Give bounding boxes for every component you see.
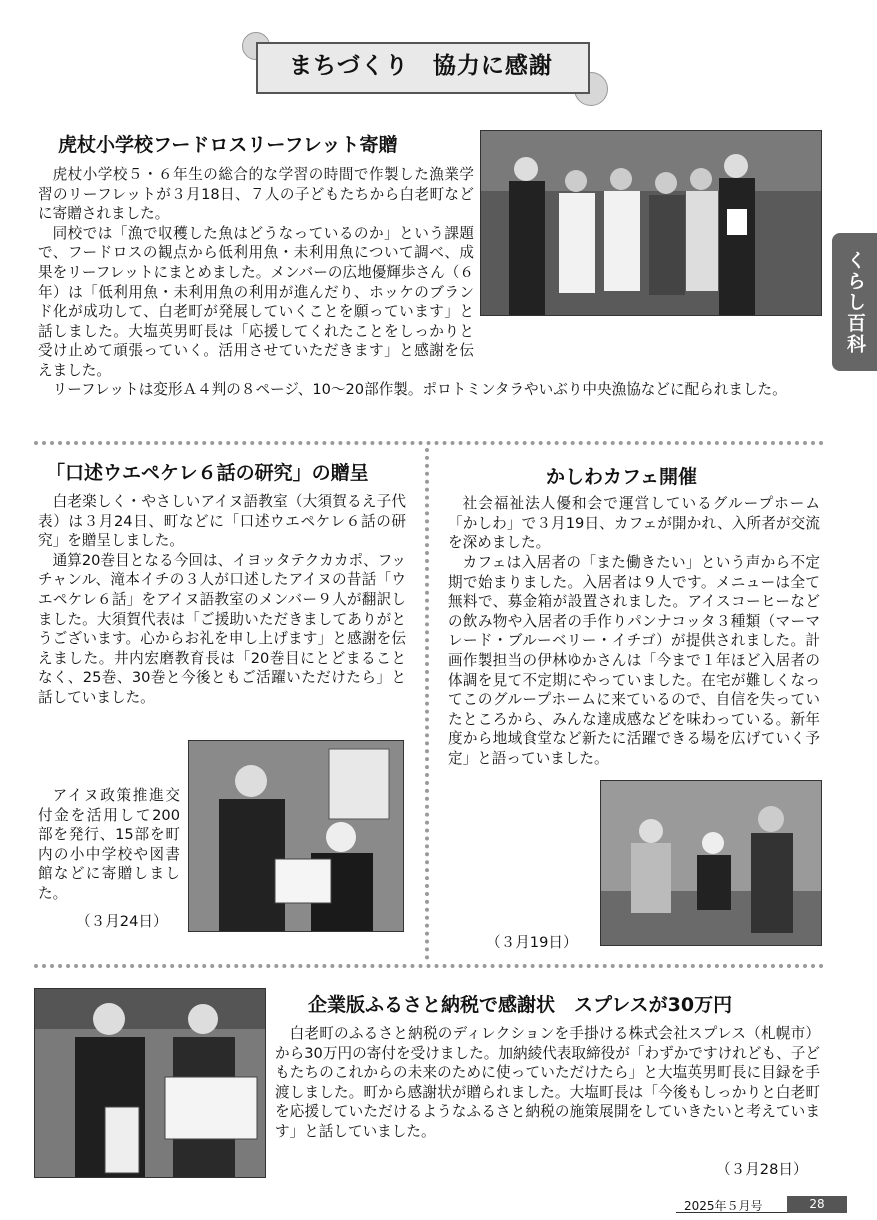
article3-paragraph: カフェは入居者の「また働きたい」という声から不定期で始まりました。入居者は９人です。メニューは全て無料で、募金箱が設置されました。アイスコーヒーなどの飲み物や入居者の手作りパンナコッタ３種類（マーマレード・ブルーベリー・イチゴ）が提供されました。計画作製担当の伊林ゆかさんは「今まで１年ほど入居者の体調を見て不定期にやっていました。在宅が難しくなってこのグループホームに来ているので、自信を失っていたところから、みんな達成感などを味わっている。新年度から地域食堂など新たに活躍できる場を広げていく予定」と語っていました。 [448,554,820,767]
article2-photo [188,740,404,932]
article1-paragraph: リーフレットは変形Ａ４判の８ページ、10～20部作製。ポロトミンタラやいぶり中央漁協などに配られました。 [52,381,787,398]
article1-paragraph: 同校では「漁で収穫した魚はどうなっているのか」という課題で、フードロスの観点から低利用魚・未利用魚について調べ、成果をリーフレットにまとめました。メンバーの広地優輝歩さん（６年）は「低利用魚・未利用魚の利用が進んだり、ホッケのブランド化が成功して、白老町が発展していくことを願っています」と話しました。大塩英男町長は「応援してくれたことをしっかりと受け止めて頑張っていく。活用させていただきます」と感謝を伝えました。 [38,224,474,379]
article2-body-cont [38,786,180,904]
article1-body [38,165,474,379]
article4-paragraph: 白老町のふるさと納税のディレクションを手掛ける株式会社スプレス（札幌市）から30万円の寄付を受けました。加納綾代表取締役が「わずかですけれども、子どもたちのこれからの未来のために使っていただけたら」と大塩英男町長に目録を手渡しました。町から感謝状が贈られました。大塩町長は「今後もしっかりと白老町を応援していただけるようなふるさと納税の施策展開をしていきたいと考えています」と話していました。 [275,1025,820,1140]
article4-photo [34,988,266,1178]
divider [34,964,824,968]
article3-body-cont [448,553,820,788]
page-number: 28 [787,1196,847,1213]
article2-paragraph: アイヌ政策推進交付金を活用して200部を発行、15部を町内の小中学校や図書館などに寄贈しました。 [38,787,180,902]
article1-title: 虎杖小学校フードロスリーフレット寄贈 [58,134,398,156]
article4-title: 企業版ふるさと納税で感謝状 スプレスが30万円 [308,994,733,1016]
article3-title: かしわカフェ開催 [546,466,698,488]
article3-date: （３月19日） [486,934,578,951]
article1-body-cont [38,380,820,400]
section-banner [238,32,606,104]
article3-photo [600,780,822,946]
article1-photo [480,130,822,316]
article1-paragraph: 虎杖小学校５・６年生の総合的な学習の時間で作製した漁業学習のリーフレットが３月18日、７人の子どもたちから白老町などに寄贈されました。 [38,166,474,223]
divider [34,441,824,445]
article2-date: （３月24日） [76,913,168,930]
article4-body [275,1024,820,1142]
divider [425,448,429,960]
article3-paragraph: 社会福祉法人優和会で運営しているグループホーム「かしわ」で３月19日、カフェが開かれ、入所者が交流を深めました。 [448,495,820,552]
footer-issue: 2025年５月号 [684,1199,763,1213]
article3-body [448,494,820,553]
article2-paragraph: 白老楽しく・やさしいアイヌ語教室（大須賀るえ子代表）は３月24日、町などに「口述ウエペケレ６話の研究」を贈呈しました。 [38,493,406,550]
article2-title: 「口述ウエペケレ６話の研究」の贈呈 [46,462,369,484]
article2-paragraph: 通算20巻目となる今回は、イヨッタテクカカポ、フッチャンル、滝本イチの３人が口述したアイヌの昔話「ウエペケレ６話」をアイヌ語教室のメンバー９人が翻訳しました。大須賀代表は「ご援助いただきましてありがとうございます。心からお礼を申し上げます」と感謝を伝えました。井内宏磨教育長は「20巻目にとどまることなく、25巻、30巻と今後ともご活躍いただけたら」と話していました。 [38,551,406,706]
article4-date: （３月28日） [716,1161,808,1178]
side-tab[interactable]: くらし百科 [832,233,877,371]
banner-title: まちづくり 協力に感謝 [289,53,553,79]
